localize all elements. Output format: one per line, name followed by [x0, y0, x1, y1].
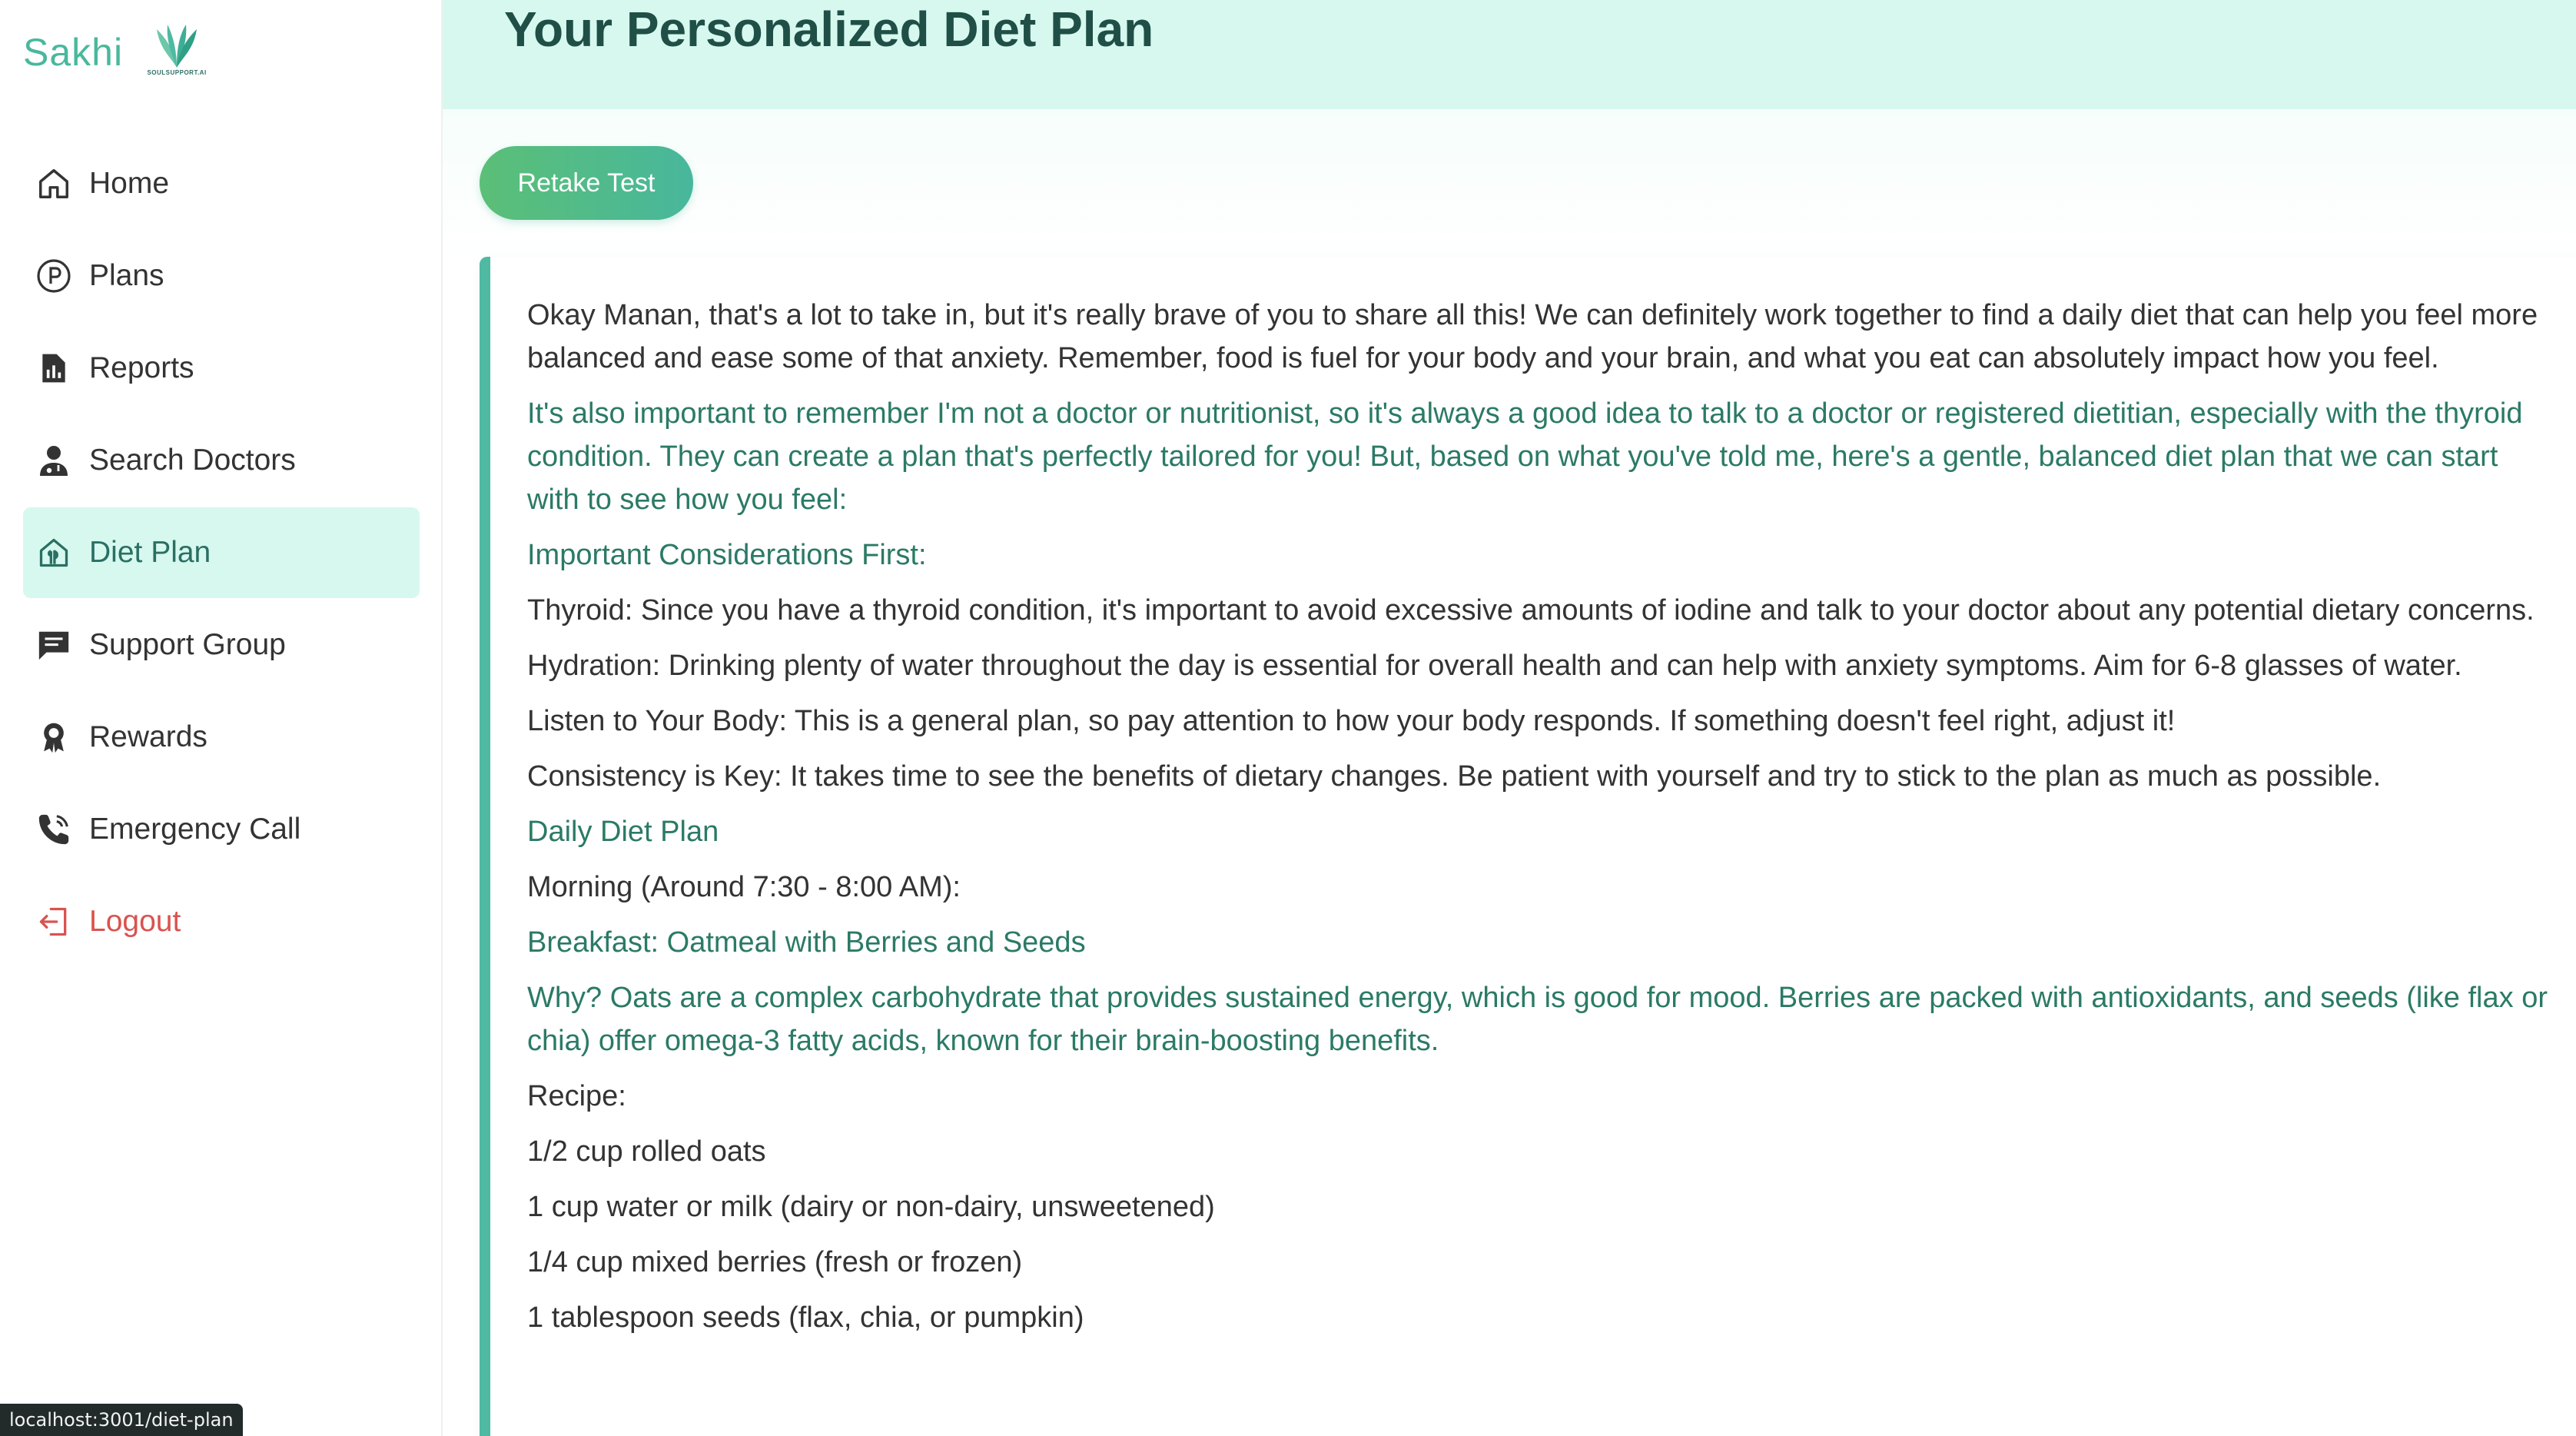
sidebar-item-label: Plans: [89, 259, 164, 292]
plan-recipe-label: Recipe:: [527, 1080, 626, 1112]
sidebar-item-support-group[interactable]: [23, 600, 420, 690]
retake-test-button[interactable]: Retake Test: [480, 146, 693, 220]
status-bar-url: localhost:3001/diet-plan: [0, 1404, 243, 1436]
plan-paragraph: Hydration: Drinking plenty of water throughout the day is essential for overall health and can help with anxiety symptoms. Aim for 6-8 glasses of water.: [527, 650, 2462, 682]
sidebar-item-diet-plan[interactable]: [23, 507, 420, 598]
sidebar-item-rewards[interactable]: [23, 692, 420, 783]
home-icon: [34, 164, 74, 204]
sidebar-item-label: Emergency Call: [89, 813, 301, 846]
plan-paragraph: Consistency is Key: It takes time to see the benefits of dietary changes. Be patient with yourself and try to stick to the plan as much as possible.: [527, 760, 2382, 793]
logo-subtext: SOULSUPPORT.AI: [147, 69, 207, 76]
sidebar-item-label: Home: [89, 167, 170, 200]
diet-plan-card: [480, 257, 2576, 1436]
plan-paragraph: Thyroid: Since you have a thyroid condition, it's important to avoid excessive amounts of iodine and talk to your doctor about any potential dietary concerns.: [527, 594, 2535, 627]
reports-icon: [34, 348, 74, 388]
sidebar-item-emergency-call[interactable]: [23, 784, 420, 875]
sidebar: [0, 0, 443, 1436]
sidebar-item-plans[interactable]: [23, 231, 420, 321]
plan-paragraph: Listen to Your Body: This is a general plan, so pay attention to how your body responds. If something doesn't feel right, adjust it!: [527, 705, 2176, 737]
plan-heading: Daily Diet Plan: [527, 816, 719, 848]
award-icon: [34, 717, 74, 757]
doctor-icon: [34, 440, 74, 480]
plan-recipe-item: 1 tablespoon seeds (flax, chia, or pumpkin): [527, 1301, 1084, 1334]
sidebar-item-label: Logout: [89, 905, 181, 938]
sidebar-item-search-doctors[interactable]: [23, 415, 420, 506]
plans-icon: [34, 256, 74, 296]
plan-meal-title: Breakfast: Oatmeal with Berries and Seeds: [527, 926, 1086, 959]
plan-paragraph: It's also important to remember I'm not a doctor or nutritionist, so it's always a good idea to talk to a doctor or registered dietitian, especially with the thyroid condition. They can create a plan that's perfectly tailored for you! But, based on what you've told me, here's a gentle, balanced diet plan that we can start with to see how you feel:: [527, 397, 2523, 516]
plan-recipe-item: 1/4 cup mixed berries (fresh or frozen): [527, 1246, 1023, 1278]
plan-recipe-item: 1/2 cup rolled oats: [527, 1135, 766, 1168]
plan-subheading: Morning (Around 7:30 - 8:00 AM):: [527, 871, 961, 903]
page-title: Your Personalized Diet Plan: [504, 1, 1154, 57]
brand-name: Sakhi: [23, 31, 124, 74]
sidebar-item-logout[interactable]: [23, 876, 420, 967]
logout-icon: [34, 902, 74, 942]
sidebar-item-label: Support Group: [89, 628, 286, 661]
diet-icon: [34, 533, 74, 573]
main-content: [443, 0, 2576, 1436]
plan-paragraph: Why? Oats are a complex carbohydrate that provides sustained energy, which is good for mood. Berries are packed with antioxidants, and seeds (like flax or chia) offer omega-3 fatty acids, known for their brain-boosting benefits.: [527, 982, 2548, 1057]
plan-heading: Important Considerations First:: [527, 539, 927, 571]
soulsupport-logo-icon: [146, 22, 207, 83]
sidebar-item-label: Diet Plan: [89, 536, 211, 569]
brand[interactable]: [23, 22, 207, 83]
phone-icon: [34, 809, 74, 849]
sidebar-item-label: Search Doctors: [89, 444, 296, 477]
plan-paragraph: Okay Manan, that's a lot to take in, but it's really brave of you to share all this! We can definitely work together to find a daily diet that can help you feel more balanced and ease some of that anxiety. Remember, food is fuel for your body and your brain, and what you eat can absolutely impact how you feel.: [527, 299, 2538, 374]
sidebar-item-home[interactable]: [23, 138, 420, 229]
sidebar-item-label: Rewards: [89, 720, 207, 753]
page-header: [443, 0, 2576, 109]
sidebar-item-reports[interactable]: [23, 323, 420, 414]
sidebar-nav: [23, 138, 420, 969]
plan-recipe-item: 1 cup water or milk (dairy or non-dairy, unsweetened): [527, 1191, 1215, 1223]
chat-icon: [34, 625, 74, 665]
sidebar-item-label: Reports: [89, 351, 194, 384]
